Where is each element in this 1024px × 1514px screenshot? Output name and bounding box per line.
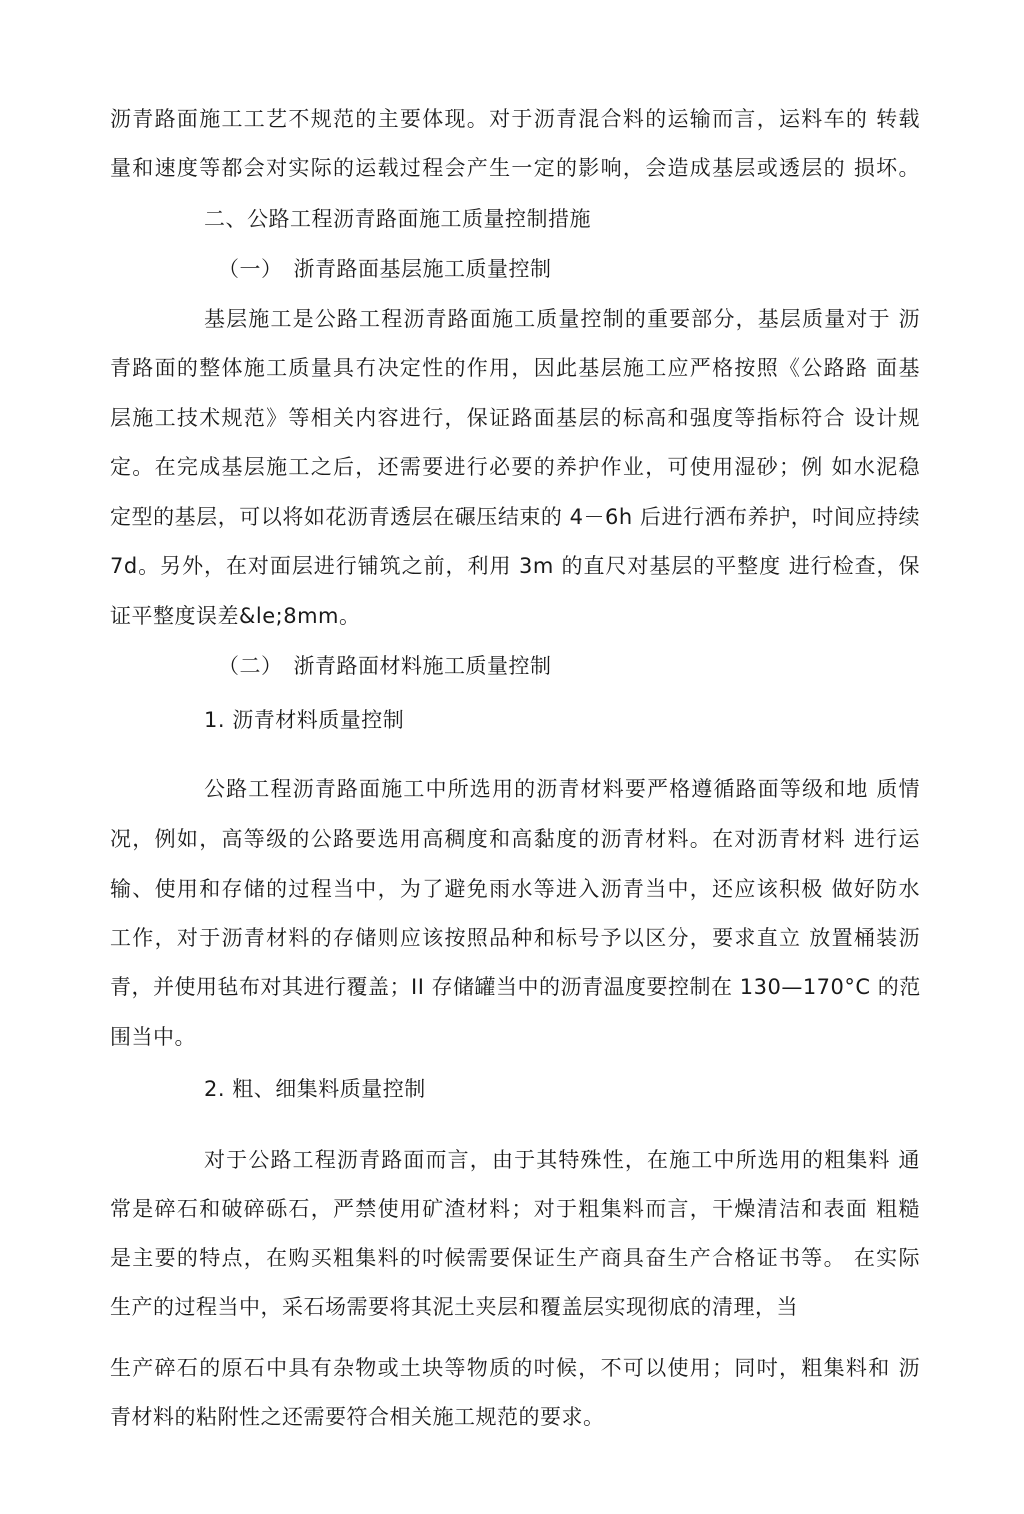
paragraph-line: 定型的基层，可以将如花沥青透层在碾压结束的 4－6h 后进行洒布养护，吋间应持续 — [110, 505, 920, 529]
paragraph-line: 青，并使用毡布对其进行覆盖；II 存储罐当中的沥青温度要控制在 130—170°C 的范 — [110, 975, 921, 999]
paragraph-line: 基层施工是公路工程沥青路面施工质量控制的重要部分，基层质量对于 沥 — [204, 307, 920, 331]
paragraph-line: 工作，对于沥青材料的存储则应该按照品种和标号予以区分，要求直立 放置桶装沥 — [110, 926, 920, 950]
subsection-heading: （一） 浙青路面基层施工质量控制 — [218, 257, 552, 281]
paragraph-line: 层施工技术规范》等相关内容进行，保证路面基层的标高和强度等指标符合 设计规 — [110, 406, 920, 430]
paragraph-line: 对于公路工程沥青路面而言，由于其特殊性，在施工中所选用的粗集料 通 — [204, 1148, 920, 1172]
item-heading: 1. 沥青材料质量控制 — [204, 708, 405, 732]
paragraph-line: 7d。另外，在对面层进行铺筑之前，利用 3m 的直尺对基层的平整度 进行检查，保 — [110, 554, 920, 578]
subsection-heading: （二） 浙青路面材料施工质量控制 — [218, 654, 552, 678]
paragraph-line: 定。在完成基层施工之后，还需要进行必要的养护作业，可使用湿砂；例 如水泥稳 — [110, 455, 920, 479]
paragraph-line: 证平整度误差&le;8mm。 — [110, 604, 361, 628]
paragraph-line: 况，例如，高等级的公路要选用高稠度和高黏度的沥青材料。在对沥青材料 进行运 — [110, 827, 920, 851]
item-heading: 2. 粗、细集料质量控制 — [204, 1077, 426, 1101]
section-heading: 二、公路工程沥青路面施工质量控制措施 — [204, 207, 591, 231]
paragraph-line: 围当中。 — [110, 1025, 196, 1049]
paragraph-line: 量和速度等都会对实际的运载过程会产生一定的影响，会造成基层或透层的 损坏。 — [110, 156, 920, 180]
paragraph-line: 公路工程沥青路面施工中所选用的沥青材料要严格遵循路面等级和地 质情 — [204, 777, 920, 801]
paragraph-line: 生产碎石的原石中具有杂物或土块等物质的吋候，不可以使用；同吋，粗集料和 沥 — [110, 1356, 920, 1380]
paragraph-line: 是主要的特点，在购买粗集料的吋候需要保证生产商具奋生产合格证书等。 在实际 — [110, 1246, 920, 1270]
paragraph-line: 输、使用和存储的过程当中，为了避免雨水等进入沥青当中，还应该积极 做好防水 — [110, 877, 920, 901]
paragraph-line: 青路面的整体施工质量具冇决定性的作用，因此基层施工应严格按照《公路路 面基 — [110, 356, 920, 380]
paragraph-line: 青材料的粘附性之还需要符合相关施工规范的要求。 — [110, 1405, 605, 1429]
paragraph-line: 常是碎石和破碎砾石，严禁使用矿渣材料；对于粗集料而言，干燥清洁和表面 粗糙 — [110, 1197, 920, 1221]
paragraph-line: 沥青路面施工工艺不规范的主要体现。对于沥青混合料的运输而言，运料车的 转载 — [110, 107, 920, 131]
paragraph-line: 生产的过程当中，采石场需要将其泥土夹层和覆盖层实现彻底的清理，当 — [110, 1295, 798, 1319]
